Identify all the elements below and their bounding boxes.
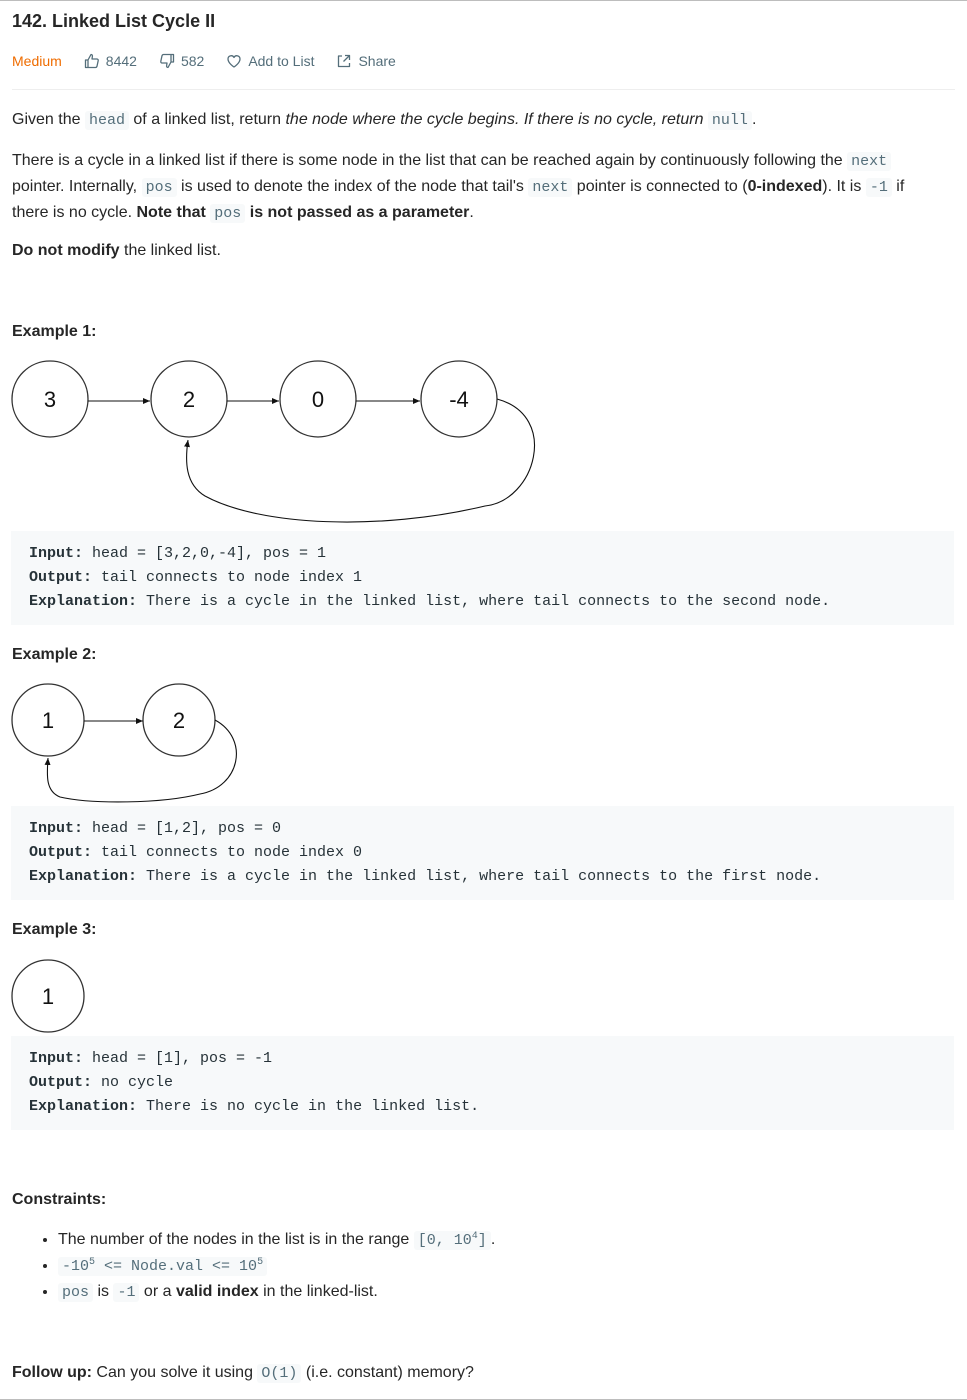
example-3-diagram [0, 956, 100, 1038]
problem-meta-bar [12, 53, 418, 69]
node-value: 0 [311, 387, 325, 412]
add-to-list-button[interactable] [226, 53, 314, 69]
example-1-code-block: Input: head = [3,2,0,-4], pos = 1 Output: tail connects to node index 1 Explanation: There is a cycle in the linked list, where tail connects to the second node. [11, 531, 954, 625]
node-value: -4 [449, 387, 469, 412]
list-item: • The number of the nodes in the list is in the range [0, $10^4$] . [58, 1227, 495, 1253]
example-1-heading: Example 1: [12, 323, 97, 340]
description-paragraph-1: Given the head of a linked list, return the node where the cycle begins. If there is no cycle, return null . [12, 111, 757, 129]
node-value: 2 [172, 708, 186, 733]
example-3-code-block: Input: head = [1], pos = -1 Output: no cycle Explanation: There is no cycle in the linked list. [11, 1036, 954, 1130]
description-paragraph-3: Do not modify the linked list. [12, 242, 221, 259]
header-divider [12, 89, 955, 90]
like-button[interactable] [84, 53, 137, 69]
node-value: 1 [41, 984, 55, 1009]
node-value: 1 [41, 708, 55, 733]
dislike-button[interactable] [159, 53, 204, 69]
example-2-code-block: Input: head = [1,2], pos = 0 Output: tail connects to node index 0 Explanation: There is a cycle in the linked list, where tail connects to the first node. [11, 806, 954, 900]
heart-icon [226, 53, 242, 69]
like-count: 8442 [105, 53, 137, 69]
add-to-list-label: Add to List [248, 53, 315, 69]
thumbs-up-icon [84, 53, 100, 69]
list-item: • pos is -1 or a valid index in the linked-list. [58, 1279, 495, 1305]
constraints-heading: Constraints: [12, 1191, 107, 1208]
follow-up-paragraph: Follow up: Can you solve it using O(1) (i.e. constant) memory? [12, 1364, 474, 1382]
description-paragraph-2: There is a cycle in a linked list if there is some node in the list that can be reached again by continuously following the next pointer. Internally, pos is used to denote the index of the node that tail's next pointer is connected to (0-indexed). It is -1 if there is no cycle. Note that pos is not passed as a parameter. [12, 152, 905, 222]
problem-title: 142. Linked List Cycle II [12, 11, 216, 31]
problem-page [0, 1, 967, 1399]
difficulty-label: Medium [12, 53, 62, 69]
share-label: Share [358, 53, 396, 69]
example-2-heading: Example 2: [12, 646, 97, 663]
thumbs-down-icon [159, 53, 175, 69]
share-button[interactable] [336, 53, 395, 69]
example-1-diagram [0, 356, 560, 531]
example-2-diagram [0, 679, 260, 809]
node-value: 3 [43, 387, 57, 412]
node-value: 2 [182, 387, 196, 412]
dislike-count: 582 [180, 53, 205, 69]
example-3-heading: Example 3: [12, 921, 97, 938]
list-item: • $-10^5$ <= Node.val <= $10^5$ [58, 1253, 495, 1279]
constraints-list [12, 1227, 495, 1305]
share-icon [336, 53, 352, 69]
